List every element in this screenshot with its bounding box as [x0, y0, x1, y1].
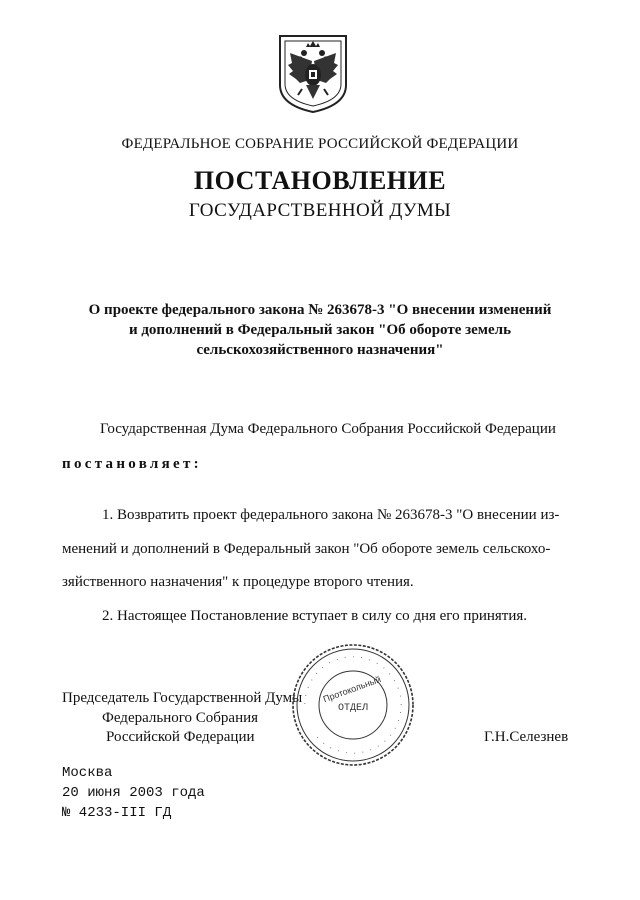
- document-subject: [60, 300, 580, 360]
- stamp-ring-text: Протокольный: [321, 674, 383, 705]
- footer-number: № 4233-III ГД: [62, 805, 172, 821]
- item-1-line: менений и дополнений в Федеральный закон "Об обороте земель сельскохо-: [62, 541, 551, 557]
- item-2-text: 2. Настоящее Постановление вступает в силу со дня его принятия.: [102, 608, 528, 624]
- decree-word: постановляет:: [62, 456, 202, 472]
- preamble-text: Государственная Дума Федерального Собрания Российской Федерации: [100, 421, 556, 437]
- footer-date: 20 июня 2003 года: [62, 785, 205, 801]
- footer-city: Москва: [62, 765, 113, 781]
- official-stamp-icon: [288, 640, 418, 770]
- item-1-line: зяйственного назначения" к процедуре второго чтения.: [62, 574, 414, 590]
- organization-heading: ФЕДЕРАЛЬНОЕ СОБРАНИЕ РОССИЙСКОЙ ФЕДЕРАЦИИ: [121, 136, 519, 152]
- svg-text:· · · · · · · · · · · · · · ·: · · · · · · · · · · · · · · · · · · · · · · · · · · · · · · · · ·: [299, 651, 407, 759]
- subject-line: сельскохозяйственного назначения": [196, 342, 444, 358]
- coat-of-arms-emblem-icon: [276, 33, 350, 115]
- document-subtitle: ГОСУДАРСТВЕННОЙ ДУМЫ: [188, 200, 452, 221]
- item-1-line: 1. Возвратить проект федерального закона № 263678-3 "О внесении из-: [102, 507, 560, 523]
- subject-line: и дополнений в Федеральный закон "Об обороте земель: [128, 322, 512, 338]
- document-title: ПОСТАНОВЛЕНИЕ: [193, 166, 447, 195]
- stamp-center-text: ОТДЕЛ: [337, 703, 369, 714]
- signatory-name: Г.Н.Селезнев: [484, 729, 569, 745]
- signatory-position-line: Российской Федерации: [106, 729, 255, 745]
- signatory-position-line: Председатель Государственной Думы: [62, 690, 303, 706]
- subject-line: О проекте федерального закона № 263678-3 "О внесении изменений: [88, 302, 552, 318]
- signatory-position-line: Федерального Собрания: [102, 710, 259, 726]
